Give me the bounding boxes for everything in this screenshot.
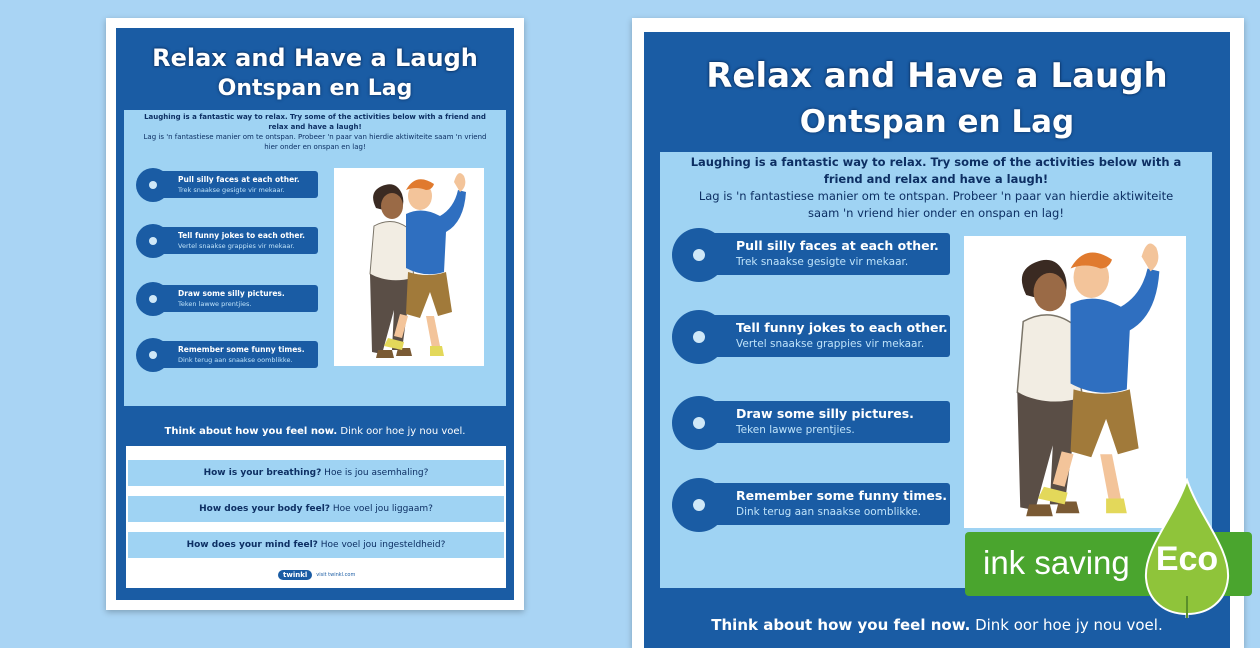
activity-en: Pull silly faces at each other.: [736, 238, 939, 253]
question-en: How does your body feel?: [199, 504, 331, 514]
question-row: [128, 460, 504, 486]
people-laughing-illustration: [334, 168, 484, 366]
think-af: Dink oor hoe jy nou voel.: [340, 426, 466, 437]
activity-item: [136, 168, 318, 202]
intro-en: Laughing is a fantastic way to relax. Try some of the activities below with a friend and relax and have a laugh!: [144, 113, 486, 131]
activity-af: Trek snaakse gesigte vir mekaar.: [736, 256, 909, 268]
think-en: Think about how you feel now.: [711, 616, 971, 634]
poster-title-af: Ontspan en Lag: [799, 104, 1075, 140]
intro-text: [124, 112, 506, 152]
twinkl-logo-mark: twinkl: [278, 570, 312, 580]
question-row: [128, 496, 504, 522]
poster-title-af: Ontspan en Lag: [217, 76, 413, 101]
activity-en: Remember some funny times.: [178, 345, 305, 354]
activity-af: Teken lawwe prentjies.: [736, 424, 855, 436]
activity-en: Tell funny jokes to each other.: [178, 231, 305, 240]
ink-saving-label: ink saving: [983, 544, 1130, 581]
intro-af: Lag is 'n fantastiese manier om te ontspan. Probeer 'n paar van hierdie aktiwiteite saam 'n vriend hier onder en onspan en lag!: [143, 133, 487, 151]
poster-left-frame: [116, 28, 514, 600]
think-prompt: [116, 426, 514, 437]
activity-af: Dink terug aan snaakse oomblikke.: [178, 356, 293, 364]
question-en: How is your breathing?: [203, 468, 322, 478]
activity-en: Draw some silly pictures.: [178, 289, 285, 298]
twinkl-url: visit twinkl.com: [316, 572, 356, 578]
activity-en: Tell funny jokes to each other.: [736, 320, 948, 335]
activity-item: [672, 396, 950, 450]
activity-en: Pull silly faces at each other.: [178, 175, 300, 184]
activity-item: [672, 478, 950, 532]
think-af: Dink oor hoe jy nou voel.: [975, 616, 1163, 634]
activity-item: [672, 310, 950, 364]
activity-item: [136, 282, 318, 316]
activity-panel: [660, 152, 1212, 588]
activity-af: Vertel snaakse grappies vir mekaar.: [178, 242, 295, 250]
eco-label: Eco: [1155, 540, 1219, 578]
poster-title-en: Relax and Have a Laugh: [706, 56, 1168, 96]
poster-left: [106, 18, 524, 610]
question-en: How does your mind feel?: [186, 540, 318, 550]
activity-item: [136, 224, 318, 258]
activity-en: Remember some funny times.: [736, 488, 948, 503]
activity-en: Draw some silly pictures.: [736, 406, 914, 421]
question-af: Hoe is jou asemhaling?: [324, 468, 429, 478]
poster-title-en: Relax and Have a Laugh: [152, 44, 478, 72]
questions-box: [126, 446, 506, 588]
activity-af: Dink terug aan snaakse oomblikke.: [736, 506, 921, 518]
activity-af: Teken lawwe prentjies.: [178, 300, 252, 308]
question-af: Hoe voel jou liggaam?: [332, 504, 433, 514]
activity-af: Trek snaakse gesigte vir mekaar.: [178, 186, 285, 194]
activity-item: [672, 228, 950, 282]
question-af: Hoe voel jou ingesteldheid?: [320, 540, 446, 550]
intro-text: [660, 154, 1212, 222]
twinkl-logo: [278, 568, 355, 582]
intro-af: Lag is 'n fantastiese manier om te ontspan. Probeer 'n paar van hierdie aktiwiteite saam 'n vriend hier onder en onspan en lag!: [698, 189, 1174, 220]
question-row: [128, 532, 504, 558]
activity-panel: [124, 110, 506, 406]
activity-af: Vertel snaakse grappies vir mekaar.: [736, 338, 925, 350]
intro-en: Laughing is a fantastic way to relax. Try some of the activities below with a friend and relax and have a laugh!: [690, 155, 1182, 186]
activity-item: [136, 338, 318, 372]
think-en: Think about how you feel now.: [164, 426, 338, 437]
think-prompt: [644, 616, 1230, 634]
